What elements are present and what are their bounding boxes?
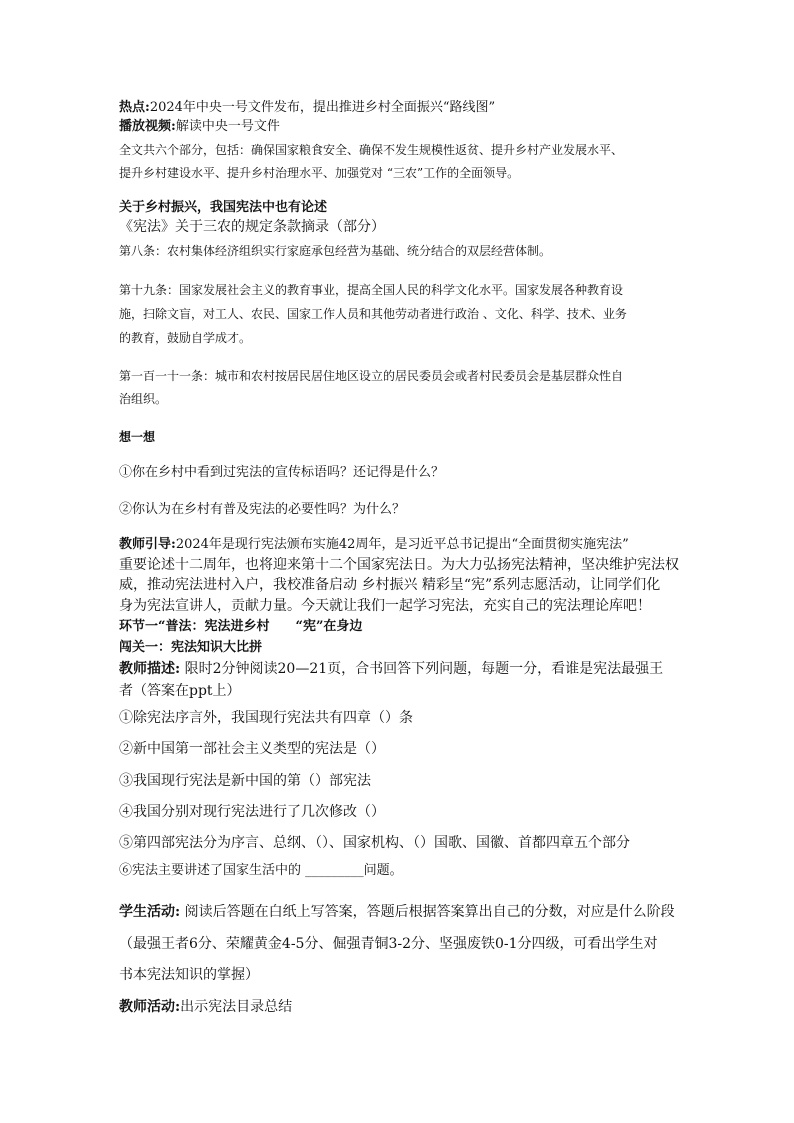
- student-activity-label: 学生活动:: [119, 904, 181, 920]
- teacher-activity-text: 出示宪法目录总结: [180, 999, 293, 1015]
- teacher-desc-line-2: 者（答案在ppt上）: [119, 683, 241, 699]
- quiz-item-3: ③我国现行宪法是新中国的第（）部宪法: [119, 773, 371, 789]
- student-activity-line-1: [119, 903, 675, 921]
- teacher-activity-label: 教师活动:: [119, 999, 181, 1015]
- teacher-guide-line-2: 重要论述十二周年，也将迎来第十二个国家宪法日。为大力弘扬宪法精神，坚决维护宪法权: [119, 557, 679, 573]
- summary-line-1: 全文共六个部分，包括：确保国家粮食安全、确保不发生规模性返贫、提升乡村产业发展水平、: [119, 143, 624, 157]
- constitution-heading: 关于乡村振兴，我国宪法中也有论述: [119, 200, 328, 215]
- section-one-heading: 环节一“普法：宪法进乡村 “宪”在身边: [119, 619, 363, 634]
- teacher-desc-line-1: [119, 660, 663, 678]
- think-question-1: ①你在乡村中看到过宪法的宣传标语吗？还记得是什么？: [119, 465, 445, 480]
- article-19-line-1: 第十九条：国家发展社会主义的教育事业，提高全国人民的科学文化水平。国家发展各种教育设: [119, 283, 624, 297]
- student-activity-line-2: （最强王者6分、荣耀黄金4-5分、倔强青铜3-2分、坚强废铁0-1分四级，可看出学生对: [119, 936, 658, 952]
- video-line: [119, 118, 280, 136]
- quiz-item-1: ①除宪法序言外，我国现行宪法共有四章（）条: [119, 710, 413, 726]
- teacher-desc-text-1: 限时2分钟阅读20—21页，合书回答下列问题，每题一分，看谁是宪法最强王: [180, 661, 664, 677]
- level-one-heading: 闯关一：宪法知识大比拼: [119, 640, 263, 655]
- article-111-line-2: 治组织。: [119, 392, 168, 406]
- hotspot-line: [119, 99, 495, 117]
- think-question-2: ②你认为在乡村有普及宪法的必要性吗？为什么？: [119, 502, 406, 517]
- quiz-item-2: ②新中国第一部社会主义类型的宪法是（）: [119, 741, 385, 757]
- think-title: 想一想: [119, 430, 156, 444]
- video-label: 播放视频:: [119, 119, 176, 134]
- teacher-desc-label: 教师描述:: [119, 661, 181, 677]
- article-19-line-2: 施，扫除文盲，对工人、农民、国家工作人员和其他劳动者进行政治 、文化、科学、技术、业务: [119, 307, 627, 321]
- summary-line-2: 提升乡村建设水平、提升乡村治理水平、加强党对 “三农”工作的全面领导。: [119, 166, 520, 180]
- teacher-guide-text-1: 2024年是现行宪法颁布实施42周年，是习近平总书记提出“全面贯彻实施宪法”: [175, 537, 629, 552]
- excerpt-title: 《宪法》关于三农的规定条款摘录（部分）: [119, 219, 385, 235]
- article-19-line-3: 的教育，鼓励自学成才。: [119, 331, 252, 345]
- quiz-item-4: ④我国分别对现行宪法进行了几次修改（）: [119, 804, 385, 820]
- article-111-line-1: 第一百一十一条：城市和农村按居民居住地区设立的居民委员会或者村民委员会是基层群众性自: [119, 369, 624, 383]
- teacher-guide-line-3: 威，推动宪法进村入户，我校准备启动 乡村振兴 精彩呈“宪”系列志愿活动，让同学们化: [119, 577, 661, 593]
- quiz-item-6: ⑥宪法主要讲述了国家生活中的 _________问题。: [119, 863, 403, 878]
- teacher-activity-line: [119, 998, 292, 1016]
- hotspot-label: 热点:: [119, 100, 150, 115]
- hotspot-text: 2024年中央一号文件发布，提出推进乡村全面振兴“路线图”: [149, 100, 496, 115]
- teacher-guide-line-4: 身为宪法宣讲人，贡献力量。今天就让我们一起学习宪法，充实自己的宪法理论库吧！: [119, 598, 651, 614]
- student-activity-text-1: 阅读后答题在白纸上写答案，答题后根据答案算出自己的分数，对应是什么阶段: [180, 904, 675, 920]
- teacher-guide-line-1: [119, 536, 629, 554]
- student-activity-line-3: 书本宪法知识的掌握）: [119, 967, 259, 983]
- teacher-guide-label: 教师引导:: [119, 537, 176, 552]
- video-text: 解读中央一号文件: [175, 119, 280, 134]
- article-8: 第八条：农村集体经济组织实行家庭承包经营为基础、统分结合的双层经营体制。: [119, 244, 552, 258]
- quiz-item-5: ⑤第四部宪法分为序言、总纲、（）、国家机构、（）国歌、国徽、首都四章五个部分: [119, 835, 630, 851]
